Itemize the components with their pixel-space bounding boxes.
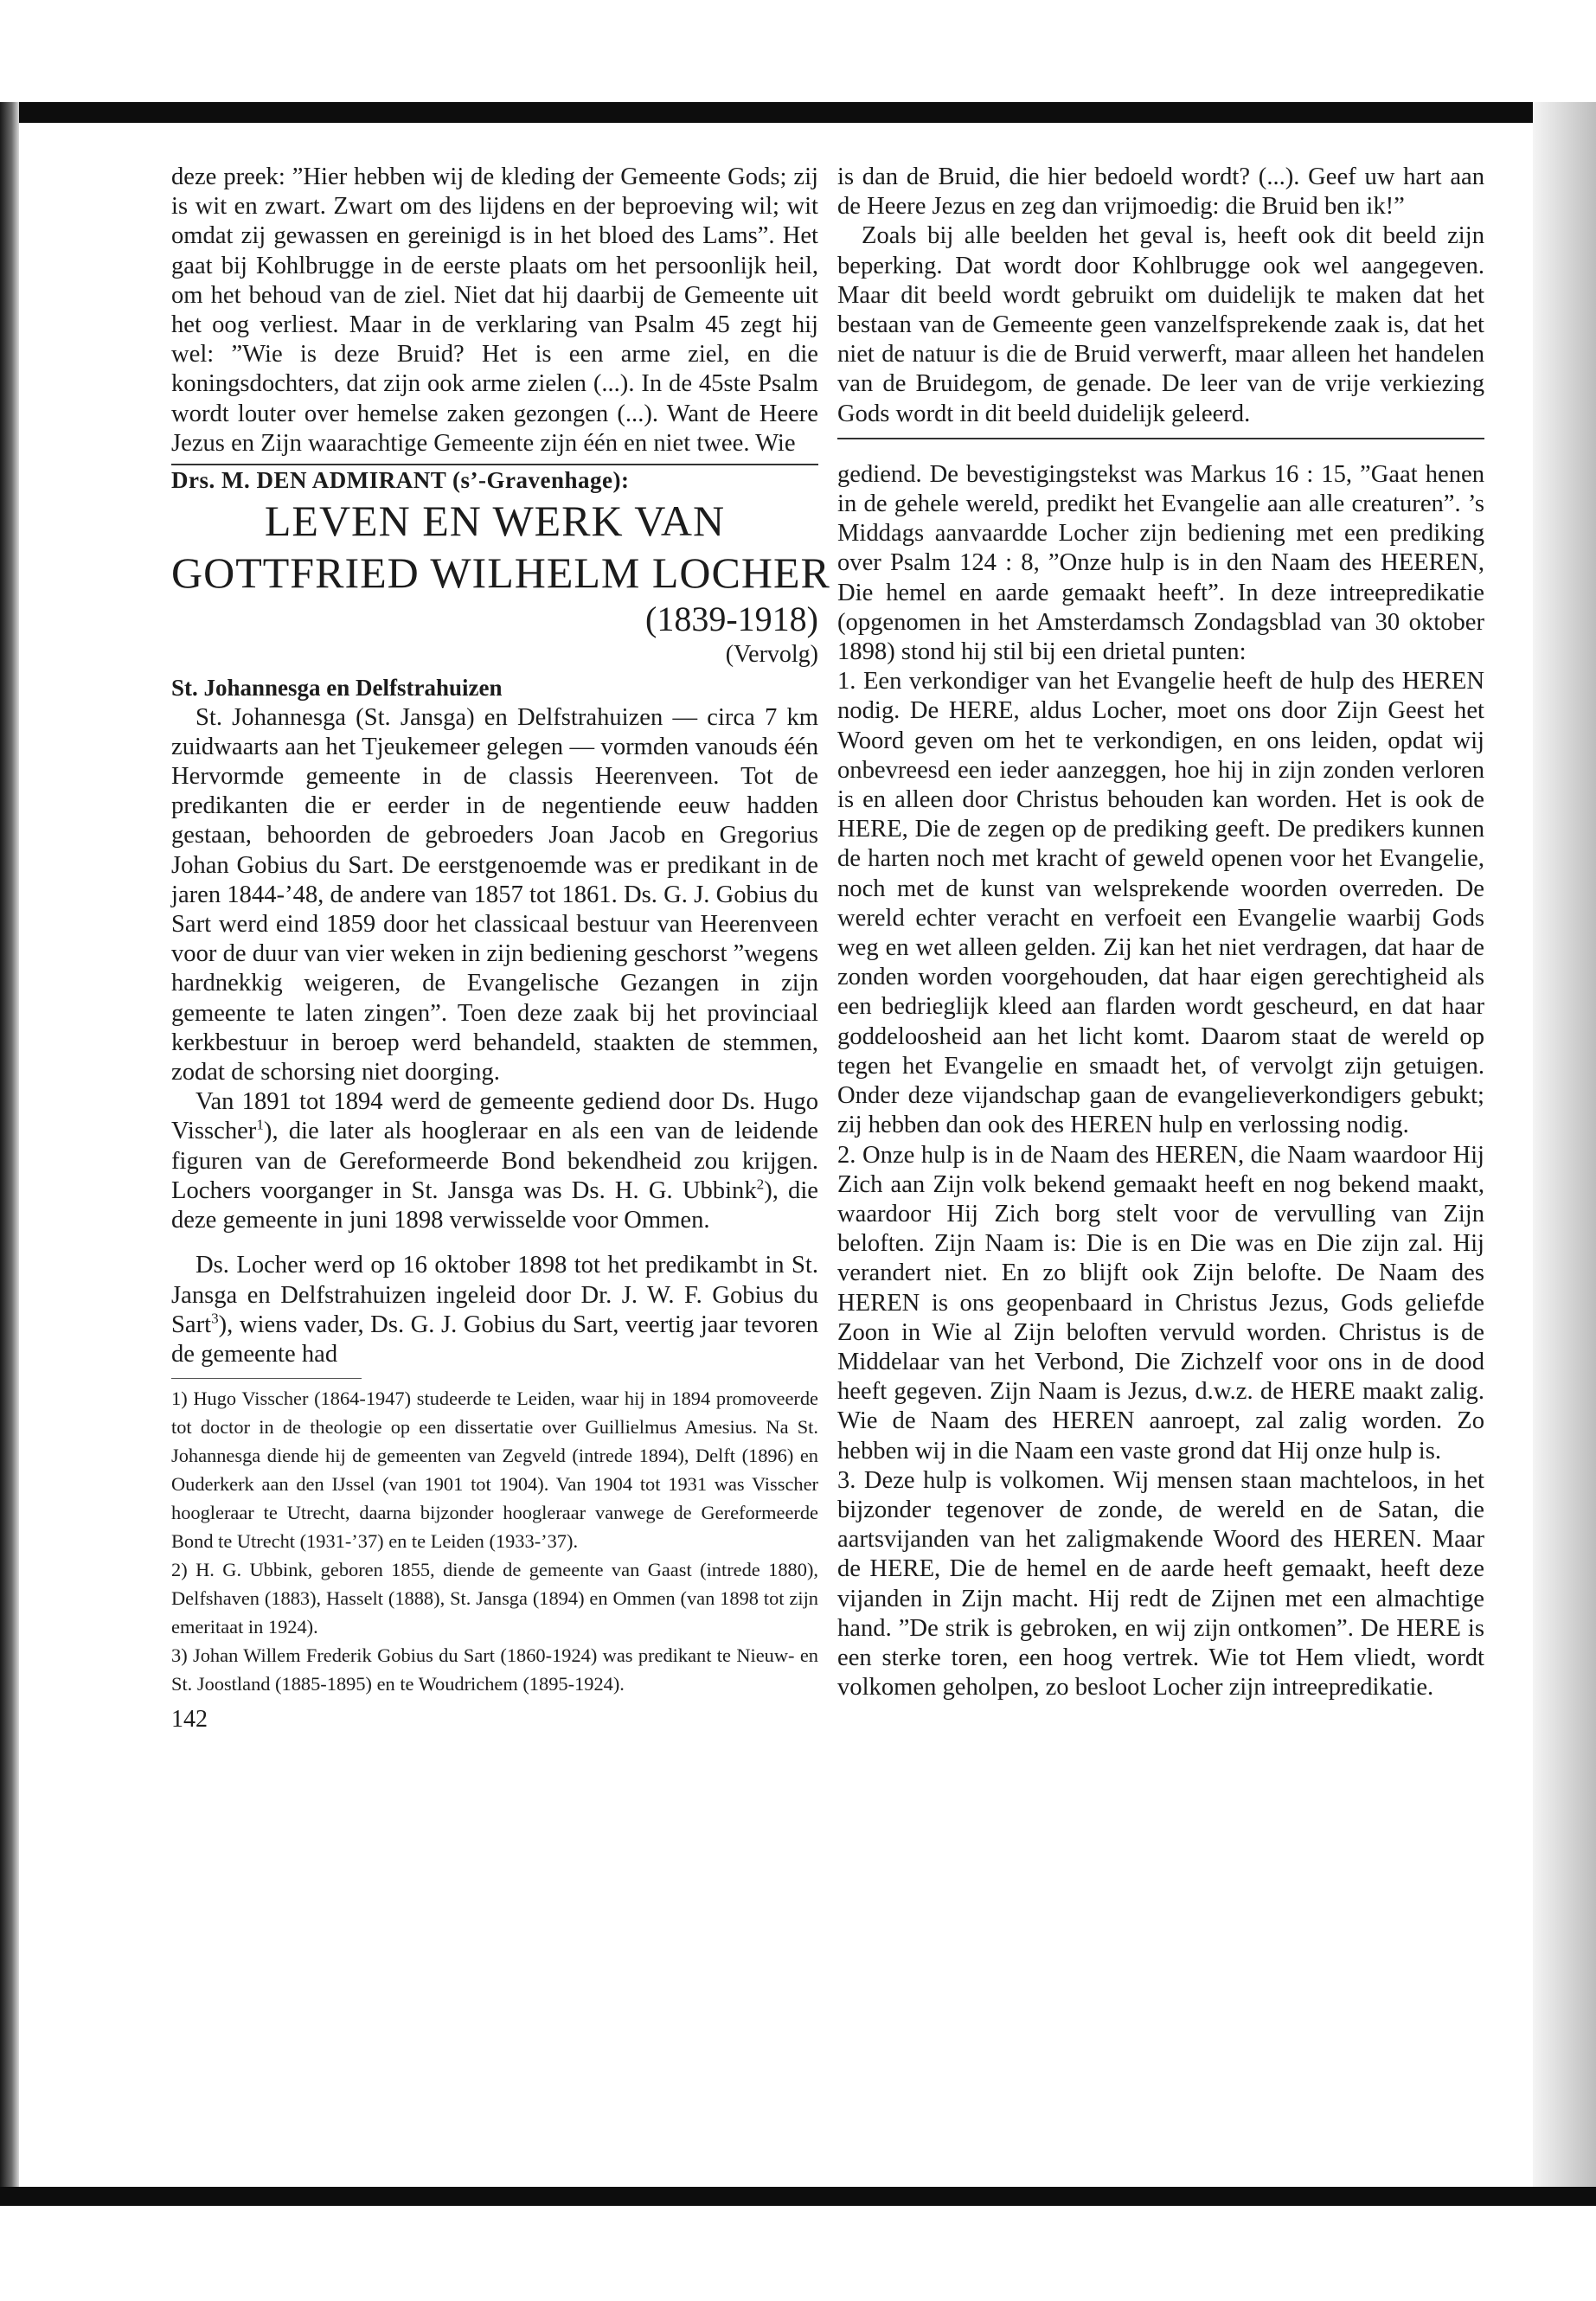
text-run: Van 1891 tot 1894 werd de gemeente gediend door Ds. Hugo Visscher: [171, 1088, 818, 1145]
footnote-ref: 3: [211, 1310, 219, 1327]
right-intro-text: is dan de Bruid, die hier bedoeld wordt? (...). Geef uw hart aan de Heere Jezus en zeg dan vrijmoedig: die Bruid ben ik!”: [837, 163, 1484, 221]
right-column: [837, 163, 1484, 1702]
scan-border-top: [0, 102, 1596, 123]
paragraph: 1. Een verkondiger van het Evangelie heeft de hulp des HEREN nodig. De HERE, aldus Locher, moet ons door Zijn Geest het Woord geven om het te verkondigen, en ons leiden, opdat wij onbevreesd een ieder aanzeggen, hoe hij in zijn zonden verloren is en alleen door Christus behouden kan worden. Het is ook de HERE, Die de zegen op de prediking geeft. De predikers kunnen de harten noch met kracht of geweld openen voor het Evangelie, noch met de kunst van welsprekende woorden overreden. De wereld echter veracht en verfoeit een Evangelie waarbij Gods weg en wet alleen gelden. Zij kan het niet verdragen, dat haar de zonden worden voorgehouden, dat haar eigen gerechtigheid als een bedrieglijk kleed aan flarden wordt gescheurd, en dat haar goddeloosheid aan het licht komt. Daarom staat de wereld op tegen het Evangelie en smaadt het, of vervolgt zijn getuigen. Onder deze vijandschap gaan de evangelieverkondigers gebukt; zij hebben dan ook des HEREN hulp en verlossing nodig.: [837, 668, 1484, 1139]
footnote-ref: 2: [756, 1176, 765, 1193]
paragraph: gediend. De bevestigingstekst was Markus 16 : 15, ”Gaat henen in de gehele wereld, predikt het Evangelie aan alle creaturen”. ’s Middags aanvaardde Locher zijn bediening met een prediking over Psalm 124 : 8, ”Onze hulp is in den Naam des HEEREN, Die hemel en aarde gemaakt heeft”. In deze intreepredikatie (opgenomen in het Amsterdamsch Zondagsblad van 30 oktober 1898) stond hij stil bij een drietal punten:: [837, 460, 1484, 666]
article-title-line1: LEVEN EN WERK VAN: [264, 497, 726, 546]
footnote: 2) H. G. Ubbink, geboren 1855, diende de gemeente van Gaast (intrede 1880), Delfshaven (1883), Hasselt (1888), St. Jansga (1894) en Ommen (van 1898 tot zijn emeritaat in 1924).: [171, 1559, 818, 1638]
scan-border-left: [0, 102, 19, 2206]
text-run: ), wiens vader, Ds. G. J. Gobius du Sart, veertig jaar tevoren de gemeente had: [171, 1311, 818, 1368]
page-number: 142: [171, 1706, 208, 1734]
scan-border-right: [1533, 102, 1596, 2206]
left-intro-text: deze preek: ”Hier hebben wij de kleding der Gemeente Gods; zij is wit en zwart. Zwart om des lijdens en der beproeving wil; wit omdat zij gewassen en gereinigd is in het bloed des Lams”. Het gaat bij Kohlbrugge in de eerste plaats om het persoonlijk heil, om het behoud van de ziel. Niet dat hij daarbij de Gemeente uit het oog verliest. Maar in de verklaring van Psalm 45 zegt hij wel: ”Wie is deze Bruid? Het is een arme ziel, en die koningsdochters, dat zijn ook arme zielen (...). In de 45ste Psalm wordt louter over hemelse zaken gezongen (...). Want de Heere Jezus en Zijn waarachtige Gemeente zijn één en niet twee. Wie: [171, 163, 818, 457]
paragraph: 3. Deze hulp is volkomen. Wij mensen staan machteloos, in het bijzonder tegenover de zonde, de wereld en de Satan, die aartsvijanden van het zaligmakende Woord des HEREN. Maar de HERE, Die de hemel en de aarde heeft gemaakt, heeft deze vijanden in Zijn macht. Hij redt de Zijnen met een almachtige hand. ”De strik is gebroken, en wij zijn ontkomen”. De HERE is een sterke toren, een hoog vertrek. Wie tot Hem vliedt, wordt volkomen geholpen, zo besloot Locher zijn intreepredikatie.: [837, 1466, 1484, 1702]
text-run: Ds. Locher werd op 16 oktober 1898 tot het predikambt in St. Jansga en Delfstrahuizen ingeleid door Dr. J. W. F. Gobius du Sart: [171, 1252, 818, 1338]
paragraph: St. Johannesga (St. Jansga) en Delfstrahuizen — circa 7 km zuidwaarts aan het Tjeukemeer gelegen — vormden vanouds één Hervormde gemeente in de classis Heerenveen. Tot de predikanten die er eerder in de negentiende eeuw hadden gestaan, behoorden de gebroeders Joan Jacob en Gregorius Johan Gobius du Sart. De eerstgenoemde was er predikant in de jaren 1844-’48, de andere van 1857 tot 1861. Ds. G. J. Gobius du Sart werd eind 1859 door het classicaal bestuur van Heerenveen voor de duur van vier weken in zijn bediening geschorst ”wegens hardnekkig weigeren, de Evangelische Gezangen in zijn gemeente te laten zingen”. Toen deze zaak bij het provinciaal kerkbestuur in beroep werd behandeld, staakten de stemmen, zodat de schorsing niet doorging.: [171, 703, 818, 1086]
article-dates: (1839-1918): [645, 599, 818, 639]
section-divider: [837, 438, 1484, 439]
document-page: [19, 123, 1533, 2187]
article-continuation-label: (Vervolg): [725, 641, 818, 669]
text-run: ), die later als hoogleraar en als een van de leidende figuren van de Gereformeerde Bond bekendheid zou krijgen. Lochers voorganger in St. Jansga was Ds. H. G. Ubbink: [171, 1118, 818, 1204]
text-run: ), die deze gemeente in juni 1898 verwisselde voor Ommen.: [171, 1176, 818, 1234]
footnote-divider: [171, 1378, 362, 1379]
author-byline: Drs. M. DEN ADMIRANT (s’-Gravenhage):: [171, 467, 630, 494]
left-column: [171, 163, 830, 1734]
section-heading: St. Johannesga en Delfstrahuizen: [171, 675, 503, 702]
paragraph: [171, 1251, 818, 1369]
paragraph: [171, 1087, 818, 1235]
scan-border-bottom: [0, 2187, 1596, 2206]
article-title-line2: GOTTFRIED WILHELM LOCHER: [171, 548, 830, 598]
paragraph: Zoals bij alle beelden het geval is, heeft ook dit beeld zijn beperking. Dat wordt door Kohlbrugge ook wel aangegeven. Maar dit beeld wordt gebruikt om duidelijk te maken dat het bestaan van de Gemeente geen vanzelfsprekende zaak is, dat het niet de natuur is die de Bruid verwerft, maar alleen het handelen van de Bruidegom, de genade. De leer van de vrije verkiezing Gods wordt in dit beeld duidelijk geleerd.: [837, 222, 1484, 427]
paragraph: 2. Onze hulp is in de Naam des HEREN, die Naam waardoor Hij Zich aan Zijn volk bekend gemaakt heeft en nog bekend maakt, waardoor Hij Zich borg stelt voor de vervulling van Zijn beloften. Zijn Naam is: Die is en Die was en Die zijn zal. Hij verandert niet. En zo blijft ook Zijn belofte. De Naam des HEREN is ons geopenbaard in Christus Jezus, Gods geliefde Zoon in Wie al Zijn beloften vervuld worden. Christus is de Middelaar van het Verbond, Die Zichzelf voor ons in de dood heeft gegeven. Zijn Naam is Jezus, d.w.z. de HERE maakt zalig. Wie de Naam des HEREN aanroept, zal zalig worden. Zo hebben wij in die Naam een vaste grond dat Hij onze hulp is.: [837, 1141, 1484, 1465]
footnote-ref: 1: [256, 1116, 264, 1133]
footnote: 3) Johan Willem Frederik Gobius du Sart (1860-1924) was predikant te Nieuw- en St. Joostland (1885-1895) en te Woudrichem (1895-1924).: [171, 1644, 818, 1695]
footnote: 1) Hugo Visscher (1864-1947) studeerde te Leiden, waar hij in 1894 promoveerde tot doctor in de theologie op een dissertatie over Guillielmus Amesius. Na St. Johannesga diende hij de gemeenten van Zegveld (intrede 1894), Delft (1896) en Ouderkerk aan den IJssel (van 1901 tot 1904). Van 1904 tot 1931 was Visscher hoogleraar te Utrecht, daarna bijzonder hoogleraar vanwege de Gereformeerde Bond te Utrecht (1931-’37) en te Leiden (1933-’37).: [171, 1388, 818, 1553]
